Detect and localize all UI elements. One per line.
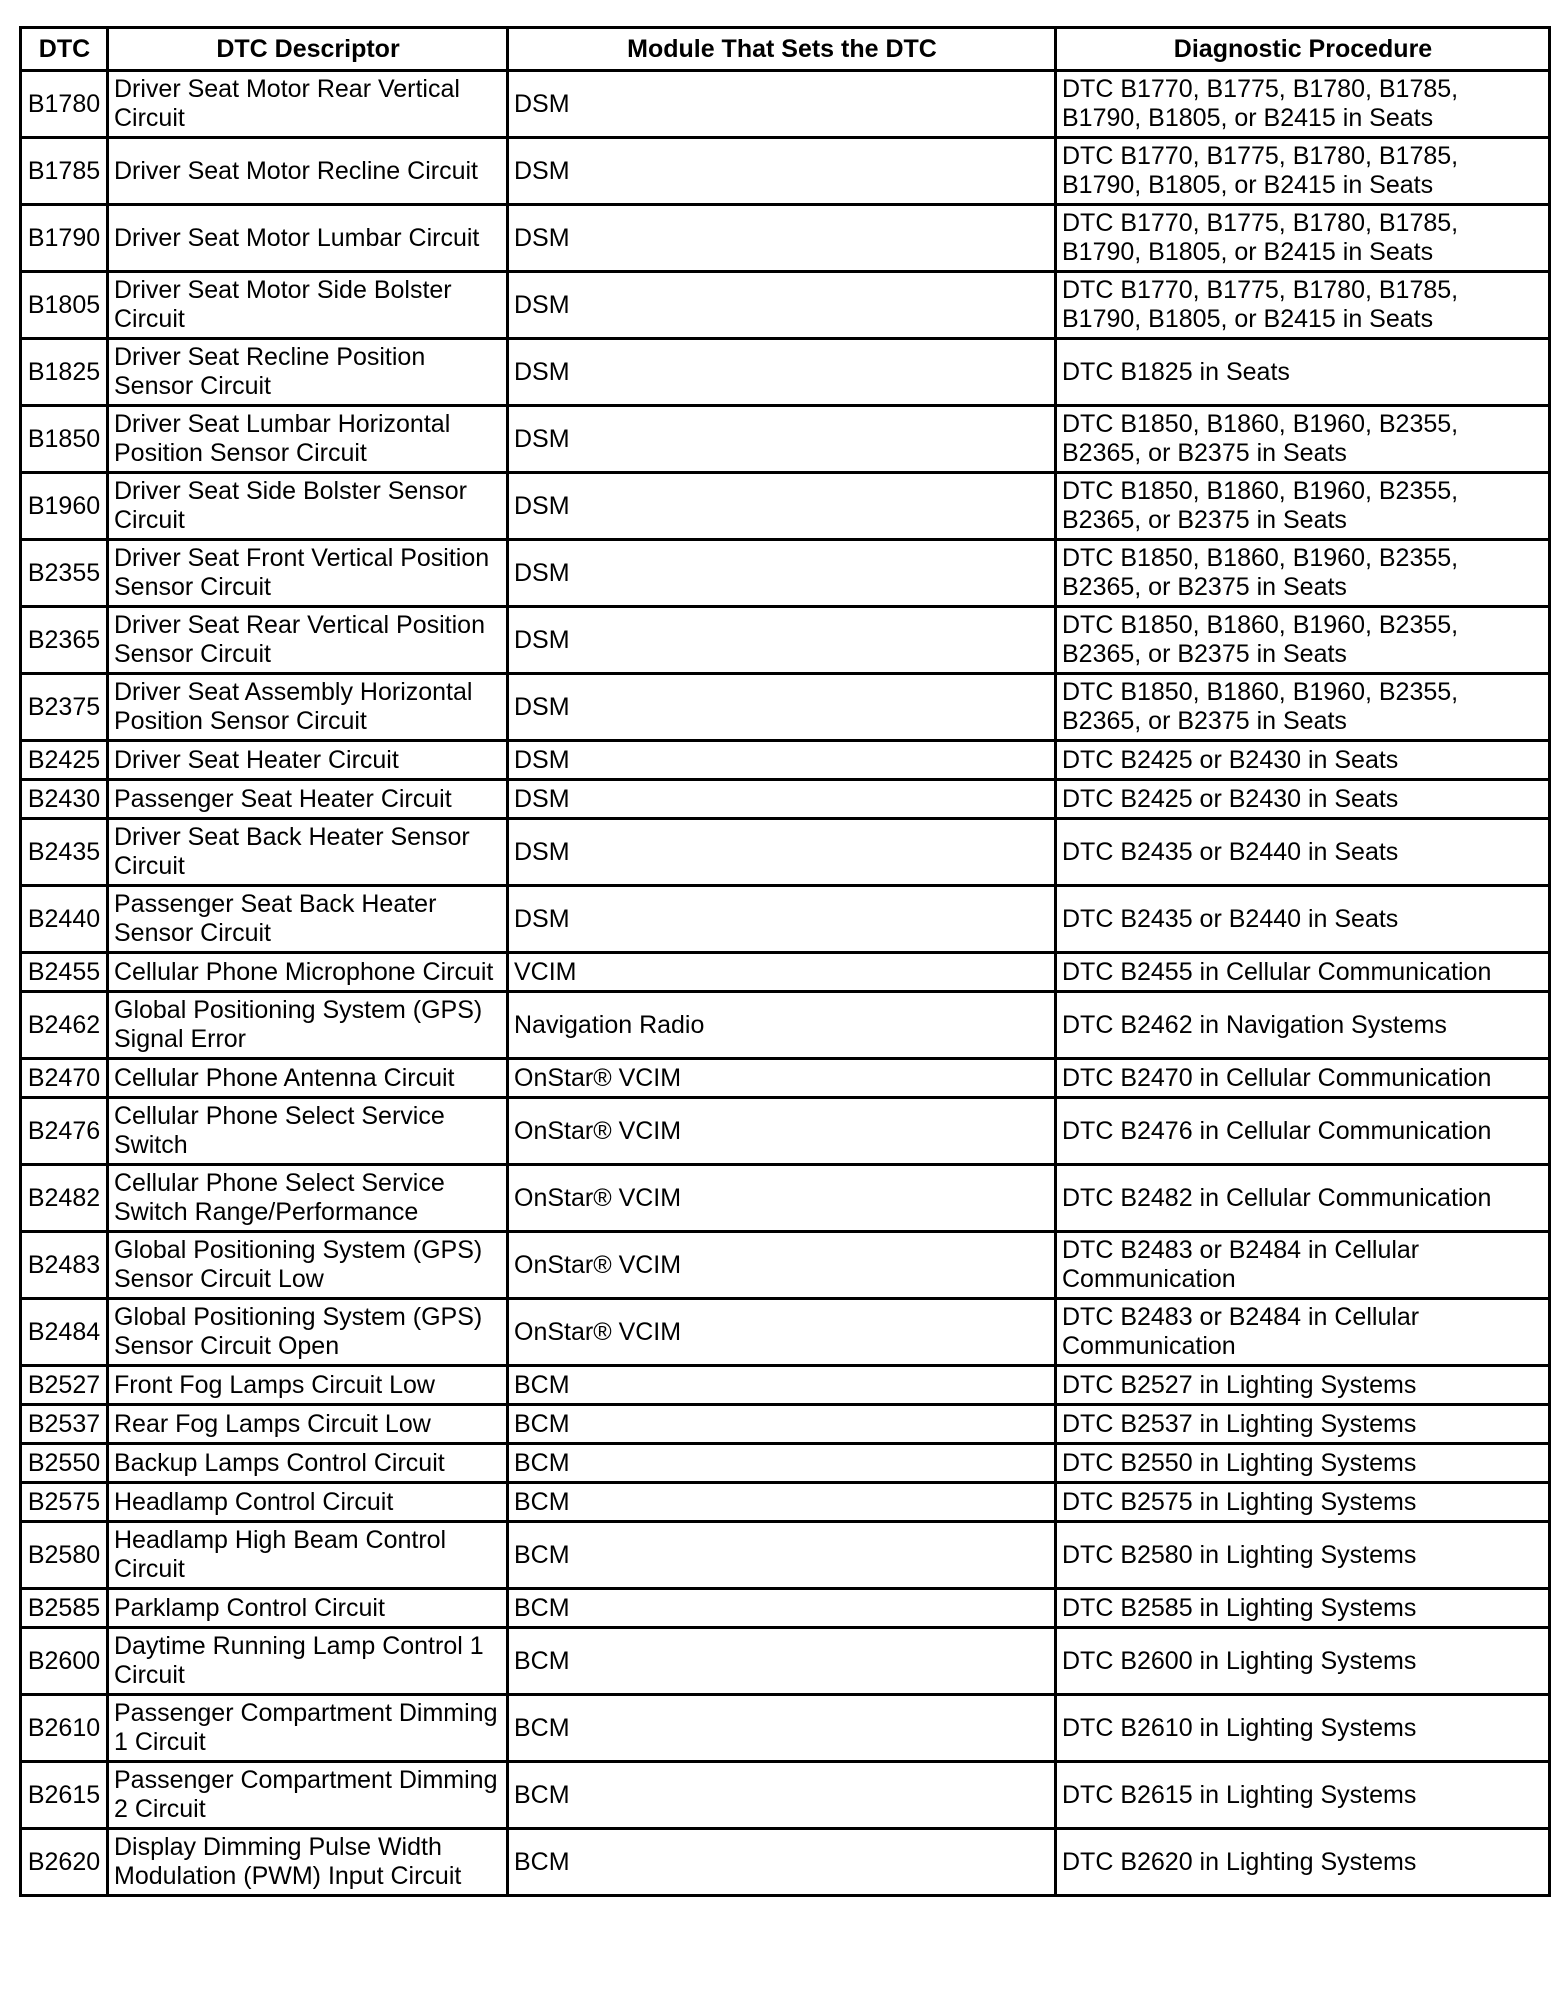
table-row (21, 674, 1550, 741)
module-cell: OnStar® VCIM (508, 1165, 1056, 1232)
dtc-code-cell: B2462 (21, 992, 108, 1059)
diagnostic-procedure-cell: DTC B1770, B1775, B1780, B1785, B1790, B1805, or B2415 in Seats (1056, 138, 1550, 205)
diagnostic-procedure-cell: DTC B1850, B1860, B1960, B2355, B2365, or B2375 in Seats (1056, 607, 1550, 674)
diagnostic-procedure-cell: DTC B1770, B1775, B1780, B1785, B1790, B1805, or B2415 in Seats (1056, 71, 1550, 138)
module-cell: DSM (508, 71, 1056, 138)
dtc-code-cell: B2440 (21, 886, 108, 953)
table-row (21, 138, 1550, 205)
dtc-descriptor-cell: Driver Seat Motor Side Bolster Circuit (108, 272, 508, 339)
module-cell: DSM (508, 819, 1056, 886)
module-cell: DSM (508, 138, 1056, 205)
table-row (21, 1299, 1550, 1366)
dtc-code-cell: B2482 (21, 1165, 108, 1232)
table-row (21, 819, 1550, 886)
table-row (21, 205, 1550, 272)
dtc-descriptor-cell: Global Positioning System (GPS) Signal Error (108, 992, 508, 1059)
dtc-code-cell: B2550 (21, 1444, 108, 1483)
dtc-descriptor-cell: Daytime Running Lamp Control 1 Circuit (108, 1628, 508, 1695)
diagnostic-procedure-cell: DTC B2620 in Lighting Systems (1056, 1829, 1550, 1896)
table-row (21, 71, 1550, 138)
module-cell: VCIM (508, 953, 1056, 992)
dtc-descriptor-cell: Driver Seat Rear Vertical Position Sensor Circuit (108, 607, 508, 674)
dtc-descriptor-cell: Global Positioning System (GPS) Sensor Circuit Open (108, 1299, 508, 1366)
dtc-descriptor-cell: Driver Seat Heater Circuit (108, 741, 508, 780)
dtc-descriptor-cell: Cellular Phone Microphone Circuit (108, 953, 508, 992)
module-cell: BCM (508, 1695, 1056, 1762)
dtc-descriptor-cell: Headlamp High Beam Control Circuit (108, 1522, 508, 1589)
dtc-descriptor-cell: Cellular Phone Antenna Circuit (108, 1059, 508, 1098)
dtc-descriptor-cell: Driver Seat Motor Rear Vertical Circuit (108, 71, 508, 138)
dtc-descriptor-cell: Parklamp Control Circuit (108, 1589, 508, 1628)
table-row (21, 339, 1550, 406)
dtc-descriptor-cell: Passenger Compartment Dimming 2 Circuit (108, 1762, 508, 1829)
diagnostic-procedure-cell: DTC B2580 in Lighting Systems (1056, 1522, 1550, 1589)
dtc-descriptor-cell: Headlamp Control Circuit (108, 1483, 508, 1522)
dtc-descriptor-cell: Passenger Seat Heater Circuit (108, 780, 508, 819)
dtc-code-cell: B2355 (21, 540, 108, 607)
diagnostic-procedure-cell: DTC B2527 in Lighting Systems (1056, 1366, 1550, 1405)
module-cell: DSM (508, 741, 1056, 780)
table-row (21, 406, 1550, 473)
dtc-descriptor-cell: Front Fog Lamps Circuit Low (108, 1366, 508, 1405)
table-row (21, 741, 1550, 780)
dtc-code-cell: B1805 (21, 272, 108, 339)
diagnostic-procedure-cell: DTC B1770, B1775, B1780, B1785, B1790, B1805, or B2415 in Seats (1056, 272, 1550, 339)
diagnostic-procedure-cell: DTC B2476 in Cellular Communication (1056, 1098, 1550, 1165)
diagnostic-procedure-cell: DTC B2585 in Lighting Systems (1056, 1589, 1550, 1628)
table-row (21, 780, 1550, 819)
diagnostic-procedure-cell: DTC B2435 or B2440 in Seats (1056, 886, 1550, 953)
diagnostic-procedure-cell: DTC B2435 or B2440 in Seats (1056, 819, 1550, 886)
module-cell: DSM (508, 406, 1056, 473)
module-cell: DSM (508, 272, 1056, 339)
header-diagnostic-procedure: Diagnostic Procedure (1056, 28, 1550, 71)
table-row (21, 1059, 1550, 1098)
dtc-descriptor-cell: Driver Seat Motor Recline Circuit (108, 138, 508, 205)
dtc-descriptor-cell: Backup Lamps Control Circuit (108, 1444, 508, 1483)
diagnostic-procedure-cell: DTC B2425 or B2430 in Seats (1056, 741, 1550, 780)
table-row (21, 1232, 1550, 1299)
table-row (21, 992, 1550, 1059)
header-module: Module That Sets the DTC (508, 28, 1056, 71)
module-cell: DSM (508, 607, 1056, 674)
table-row (21, 540, 1550, 607)
diagnostic-procedure-cell: DTC B2482 in Cellular Communication (1056, 1165, 1550, 1232)
module-cell: BCM (508, 1628, 1056, 1695)
table-row (21, 1829, 1550, 1896)
dtc-code-cell: B2425 (21, 741, 108, 780)
dtc-code-cell: B2580 (21, 1522, 108, 1589)
header-dtc-descriptor: DTC Descriptor (108, 28, 508, 71)
module-cell: Navigation Radio (508, 992, 1056, 1059)
table-row (21, 1483, 1550, 1522)
module-cell: BCM (508, 1405, 1056, 1444)
diagnostic-procedure-cell: DTC B2483 or B2484 in Cellular Communication (1056, 1299, 1550, 1366)
dtc-code-cell: B1780 (21, 71, 108, 138)
table-row (21, 886, 1550, 953)
module-cell: DSM (508, 780, 1056, 819)
table-row (21, 1589, 1550, 1628)
module-cell: BCM (508, 1366, 1056, 1405)
dtc-descriptor-cell: Driver Seat Front Vertical Position Sensor Circuit (108, 540, 508, 607)
table-row (21, 1405, 1550, 1444)
diagnostic-procedure-cell: DTC B1770, B1775, B1780, B1785, B1790, B1805, or B2415 in Seats (1056, 205, 1550, 272)
table-header-row (21, 28, 1550, 71)
diagnostic-procedure-cell: DTC B2425 or B2430 in Seats (1056, 780, 1550, 819)
dtc-descriptor-cell: Global Positioning System (GPS) Sensor Circuit Low (108, 1232, 508, 1299)
diagnostic-procedure-cell: DTC B2610 in Lighting Systems (1056, 1695, 1550, 1762)
dtc-code-cell: B1790 (21, 205, 108, 272)
dtc-descriptor-cell: Passenger Compartment Dimming 1 Circuit (108, 1695, 508, 1762)
dtc-code-cell: B2620 (21, 1829, 108, 1896)
module-cell: BCM (508, 1483, 1056, 1522)
table-row (21, 1522, 1550, 1589)
dtc-code-cell: B2435 (21, 819, 108, 886)
table-row (21, 473, 1550, 540)
module-cell: BCM (508, 1829, 1056, 1896)
header-dtc: DTC (21, 28, 108, 71)
module-cell: OnStar® VCIM (508, 1059, 1056, 1098)
table-row (21, 1762, 1550, 1829)
dtc-code-cell: B2575 (21, 1483, 108, 1522)
diagnostic-procedure-cell: DTC B2455 in Cellular Communication (1056, 953, 1550, 992)
table-row (21, 1165, 1550, 1232)
dtc-code-cell: B2610 (21, 1695, 108, 1762)
dtc-descriptor-cell: Driver Seat Motor Lumbar Circuit (108, 205, 508, 272)
table-row (21, 953, 1550, 992)
module-cell: BCM (508, 1589, 1056, 1628)
dtc-descriptor-cell: Display Dimming Pulse Width Modulation (PWM) Input Circuit (108, 1829, 508, 1896)
dtc-descriptor-cell: Cellular Phone Select Service Switch (108, 1098, 508, 1165)
module-cell: OnStar® VCIM (508, 1098, 1056, 1165)
dtc-table (19, 26, 1551, 1897)
dtc-descriptor-cell: Cellular Phone Select Service Switch Range/Performance (108, 1165, 508, 1232)
dtc-code-cell: B2430 (21, 780, 108, 819)
diagnostic-procedure-cell: DTC B2600 in Lighting Systems (1056, 1628, 1550, 1695)
dtc-code-cell: B1960 (21, 473, 108, 540)
dtc-code-cell: B2615 (21, 1762, 108, 1829)
table-row (21, 1444, 1550, 1483)
module-cell: OnStar® VCIM (508, 1232, 1056, 1299)
module-cell: BCM (508, 1444, 1056, 1483)
dtc-code-cell: B2484 (21, 1299, 108, 1366)
dtc-code-cell: B2483 (21, 1232, 108, 1299)
diagnostic-procedure-cell: DTC B1850, B1860, B1960, B2355, B2365, or B2375 in Seats (1056, 406, 1550, 473)
dtc-descriptor-cell: Driver Seat Side Bolster Sensor Circuit (108, 473, 508, 540)
table-row (21, 1366, 1550, 1405)
module-cell: DSM (508, 674, 1056, 741)
dtc-code-cell: B2527 (21, 1366, 108, 1405)
table-row (21, 1628, 1550, 1695)
dtc-code-cell: B2375 (21, 674, 108, 741)
dtc-code-cell: B2455 (21, 953, 108, 992)
table-row (21, 272, 1550, 339)
diagnostic-procedure-cell: DTC B2483 or B2484 in Cellular Communication (1056, 1232, 1550, 1299)
module-cell: DSM (508, 473, 1056, 540)
dtc-code-cell: B2600 (21, 1628, 108, 1695)
dtc-code-cell: B1850 (21, 406, 108, 473)
dtc-code-cell: B2537 (21, 1405, 108, 1444)
dtc-descriptor-cell: Driver Seat Back Heater Sensor Circuit (108, 819, 508, 886)
diagnostic-procedure-cell: DTC B1850, B1860, B1960, B2355, B2365, or B2375 in Seats (1056, 473, 1550, 540)
diagnostic-procedure-cell: DTC B1825 in Seats (1056, 339, 1550, 406)
dtc-code-cell: B2365 (21, 607, 108, 674)
table-row (21, 607, 1550, 674)
diagnostic-procedure-cell: DTC B2550 in Lighting Systems (1056, 1444, 1550, 1483)
diagnostic-procedure-cell: DTC B2470 in Cellular Communication (1056, 1059, 1550, 1098)
dtc-code-cell: B1785 (21, 138, 108, 205)
module-cell: DSM (508, 540, 1056, 607)
dtc-code-cell: B2470 (21, 1059, 108, 1098)
diagnostic-procedure-cell: DTC B2537 in Lighting Systems (1056, 1405, 1550, 1444)
diagnostic-procedure-cell: DTC B2462 in Navigation Systems (1056, 992, 1550, 1059)
diagnostic-procedure-cell: DTC B1850, B1860, B1960, B2355, B2365, or B2375 in Seats (1056, 674, 1550, 741)
dtc-code-cell: B2585 (21, 1589, 108, 1628)
dtc-descriptor-cell: Rear Fog Lamps Circuit Low (108, 1405, 508, 1444)
module-cell: BCM (508, 1762, 1056, 1829)
dtc-code-cell: B1825 (21, 339, 108, 406)
dtc-descriptor-cell: Passenger Seat Back Heater Sensor Circuit (108, 886, 508, 953)
module-cell: OnStar® VCIM (508, 1299, 1056, 1366)
diagnostic-procedure-cell: DTC B2575 in Lighting Systems (1056, 1483, 1550, 1522)
module-cell: BCM (508, 1522, 1056, 1589)
dtc-descriptor-cell: Driver Seat Lumbar Horizontal Position Sensor Circuit (108, 406, 508, 473)
dtc-code-cell: B2476 (21, 1098, 108, 1165)
table-row (21, 1695, 1550, 1762)
dtc-descriptor-cell: Driver Seat Recline Position Sensor Circuit (108, 339, 508, 406)
dtc-descriptor-cell: Driver Seat Assembly Horizontal Position Sensor Circuit (108, 674, 508, 741)
module-cell: DSM (508, 339, 1056, 406)
module-cell: DSM (508, 205, 1056, 272)
diagnostic-procedure-cell: DTC B1850, B1860, B1960, B2355, B2365, or B2375 in Seats (1056, 540, 1550, 607)
module-cell: DSM (508, 886, 1056, 953)
diagnostic-procedure-cell: DTC B2615 in Lighting Systems (1056, 1762, 1550, 1829)
table-row (21, 1098, 1550, 1165)
